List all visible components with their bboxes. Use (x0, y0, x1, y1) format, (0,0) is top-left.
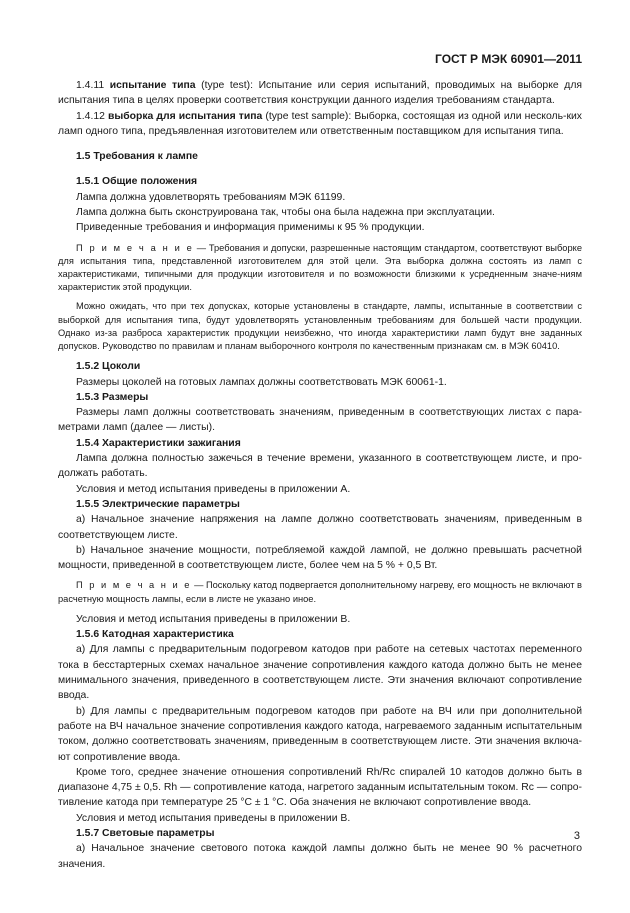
section-heading-1-5-4: 1.5.4 Характеристики зажигания (76, 437, 241, 449)
section-heading-1-5-7: 1.5.7 Световые параметры (76, 828, 215, 840)
definition: (type test sample): Выборка, состоящая из одной или несколь-ких ламп одного типа, предъявленная изготовителем или ответственным поставщиком для испытания типа. (58, 110, 582, 137)
section-heading-1-5: 1.5 Требования к лампе (76, 151, 198, 163)
section-heading-1-5-1: 1.5.1 Общие положения (76, 176, 198, 188)
note-label: П р и м е ч а н и е (76, 580, 192, 591)
page-body (58, 78, 582, 872)
paragraph: Условия и метод испытания приведены в приложении В. (76, 812, 351, 824)
paragraph: a) Начальное значение светового потока каждой лампы должно быть не менее 90 % расчетного значения. (58, 843, 582, 870)
note-continuation: Можно ожидать, что при тех допусках, которые установлены в стандарте, лампы, испытанные в соответствии с выборкой для испытания типа, будут удовлетворять установленным требованиям для большей части продукции. Однако из-за разброса характеристик продукции неизбежно, что иногда характеристики ламп будут вне заданных допусков. Руководство по правилам и планам выборочного контроля по качественным признакам см. в МЭК 60410. (58, 301, 582, 352)
paragraph: Условия и метод испытания приведены в приложении В. (76, 613, 351, 625)
clause-1-4-12 (58, 109, 582, 140)
paragraph: a) Для лампы с предварительным подогревом катодов при работе на сетевых частотах переменного тока в бесстартерных схемах начальное значение сопротивления каждого катода должно быть не менее минимального значения, приведенного в соответствующем листе. Эти значения включают сопротивление ввода. (58, 644, 582, 702)
paragraph: Приведенные требования и информация применимы к 95 % продукции. (76, 222, 425, 234)
section-heading-1-5-5: 1.5.5 Электрические параметры (76, 498, 240, 510)
paragraph: Размеры цоколей на готовых лампах должны соответствовать МЭК 60061-1. (76, 376, 447, 388)
clause-1-4-11 (58, 78, 582, 109)
document-header: ГОСТ Р МЭК 60901—2011 (435, 52, 582, 66)
clause-number: 1.4.11 (76, 80, 105, 91)
paragraph: Лампа должна быть сконструирована так, чтобы она была надежна при эксплуатации. (76, 207, 495, 219)
note-text: — Требования и допуски, разрешенные настоящим стандартом, соответствуют выборке для испытания типа, представленной изготовителем для этой цели. Эта выборка должна состоять из ламп с характеристиками, типичными для продукции изготовителя и по возможности близкими к усредненным значе-ниям характеристик этой продукции. (58, 242, 582, 293)
paragraph: b) Для лампы с предварительным подогревом катодов при работе на ВЧ или при дополнительной работе на ВЧ начальное значение сопротивления каждого катода, нагреваемого заданным испытательным током, должно соответствовать значениям, приведенным в соответствующем листе. Эти значения включа-ют сопротивление ввода. (58, 705, 582, 763)
paragraph: Условия и метод испытания приведены в приложении А. (76, 483, 351, 495)
section-heading-1-5-3: 1.5.3 Размеры (76, 391, 149, 403)
section-heading-1-5-2: 1.5.2 Цоколи (76, 361, 141, 373)
note (58, 579, 582, 605)
note-text: — Поскольку катод подвергается дополнительному нагреву, его мощность не включают в расчетную мощность лампы, если в листе не указано иное. (58, 580, 582, 604)
paragraph: Лампа должна удовлетворять требованиям МЭК 61199. (76, 191, 346, 203)
definition: (type test): Испытание или серия испытаний, проводимых на выборке для испытания типа в целях проверки соответствия конструкции данного изделия требованиям стандарта. (58, 80, 583, 107)
paragraph: Кроме того, среднее значение отношения сопротивлений Rh/Rc спиралей 10 катодов должно быть в диапазоне 4,75 ± 0,5. Rh — сопротивление катода, нагретого заданным испытательным током. Rc — сопро-тивление катода при температуре 25 °С ± 1 °С. Оба значения не включают сопротивление ввода. (58, 766, 582, 809)
paragraph: a) Начальное значение напряжения на лампе должно соответствовать значениям, приведенным в соответствующем листе. (58, 514, 582, 541)
term: испытание типа (109, 80, 196, 91)
term: выборка для испытания типа (107, 110, 263, 122)
note (58, 242, 582, 295)
paragraph: Размеры ламп должны соответствовать значениям, приведенным в соответствующих листах с пара-метрами ламп (далее — листы). (58, 407, 582, 434)
paragraph: Лампа должна полностью зажечься в течение времени, указанного в соответствующем листе, и про-должать работать. (58, 453, 582, 480)
paragraph: b) Начальное значение мощности, потребляемой каждой лампой, не должно превышать расчетной мощности, приведенной в соответствующем листе, более чем на 5 % + 0,5 Вт. (58, 544, 582, 572)
note-label: П р и м е ч а н и е (76, 242, 194, 253)
clause-number: 1.4.12 (76, 110, 105, 122)
section-heading-1-5-6: 1.5.6 Катодная характеристика (76, 629, 234, 641)
page-number: 3 (573, 830, 580, 842)
